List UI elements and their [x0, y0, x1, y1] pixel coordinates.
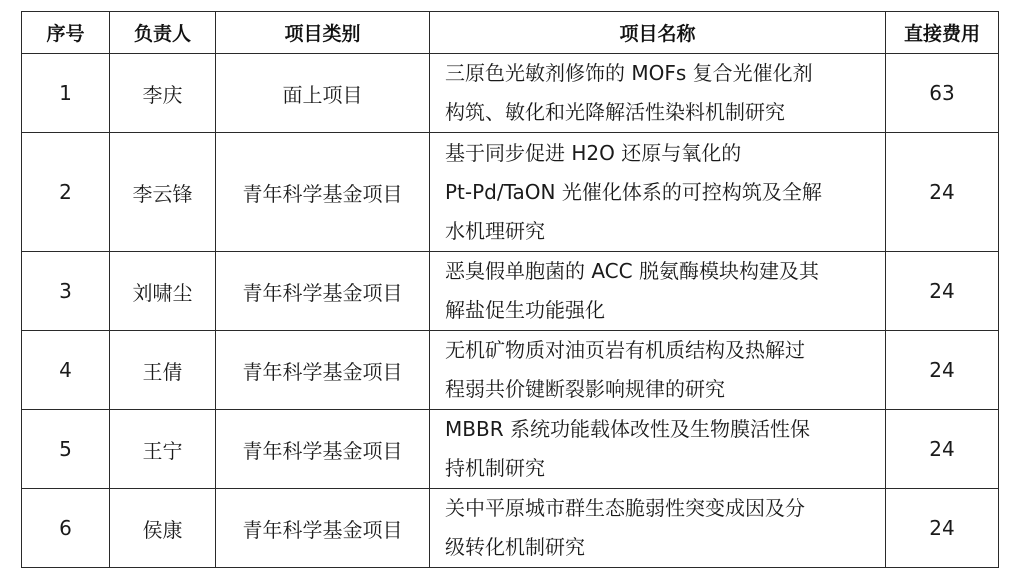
- header-direct-cost: 直接费用: [886, 12, 999, 54]
- project-name-line: 程弱共价键断裂影响规律的研究: [445, 377, 725, 401]
- cell-leader: 王倩: [110, 331, 216, 410]
- table-row: [22, 133, 999, 252]
- cell-category: 面上项目: [216, 54, 430, 133]
- cell-leader: 刘啸尘: [110, 252, 216, 331]
- cell-category: 青年科学基金项目: [216, 133, 430, 252]
- project-name-line: 解盐促生功能强化: [445, 298, 605, 322]
- table-body: [22, 54, 999, 568]
- cell-seq: 4: [22, 331, 110, 410]
- cell-project-name: [430, 489, 886, 568]
- table-row: [22, 410, 999, 489]
- cell-project-name: [430, 410, 886, 489]
- cell-seq: 6: [22, 489, 110, 568]
- project-name-line: 三原色光敏剂修饰的 MOFs 复合光催化剂: [445, 61, 813, 85]
- table-header: [22, 12, 999, 54]
- cell-cost: 24: [886, 252, 999, 331]
- project-name-line: 级转化机制研究: [445, 535, 585, 559]
- cell-seq: 3: [22, 252, 110, 331]
- project-name-line: 基于同步促进 H2O 还原与氧化的: [445, 140, 742, 165]
- project-name-line: 恶臭假单胞菌的 ACC 脱氨酶模块构建及其: [445, 259, 819, 283]
- cell-project-name: [430, 54, 886, 133]
- cell-category: 青年科学基金项目: [216, 410, 430, 489]
- project-name-line: 关中平原城市群生态脆弱性突变成因及分: [445, 496, 805, 520]
- project-table: [21, 11, 999, 568]
- table-row: [22, 331, 999, 410]
- project-name-line: 水机理研究: [445, 218, 545, 243]
- table-row: [22, 54, 999, 133]
- cell-cost: 63: [886, 54, 999, 133]
- cell-seq: 2: [22, 133, 110, 252]
- project-name-line: 持机制研究: [445, 456, 545, 480]
- header-category: 项目类别: [216, 12, 430, 54]
- header-row: [22, 12, 999, 54]
- cell-leader: 王宁: [110, 410, 216, 489]
- cell-seq: 5: [22, 410, 110, 489]
- cell-category: 青年科学基金项目: [216, 331, 430, 410]
- table-row: [22, 252, 999, 331]
- cell-category: 青年科学基金项目: [216, 489, 430, 568]
- cell-leader: 李庆: [110, 54, 216, 133]
- cell-cost: 24: [886, 410, 999, 489]
- cell-cost: 24: [886, 133, 999, 252]
- project-name-line: Pt-Pd/TaON 光催化体系的可控构筑及全解: [445, 179, 822, 204]
- cell-leader: 侯康: [110, 489, 216, 568]
- header-project-name: 项目名称: [430, 12, 886, 54]
- cell-project-name: [430, 133, 886, 252]
- project-name-line: 无机矿物质对油页岩有机质结构及热解过: [445, 338, 805, 362]
- cell-project-name: [430, 331, 886, 410]
- header-leader: 负责人: [110, 12, 216, 54]
- cell-project-name: [430, 252, 886, 331]
- cell-category: 青年科学基金项目: [216, 252, 430, 331]
- table-row: [22, 489, 999, 568]
- cell-seq: 1: [22, 54, 110, 133]
- header-seq: 序号: [22, 12, 110, 54]
- project-name-line: 构筑、敏化和光降解活性染料机制研究: [445, 100, 785, 124]
- project-name-line: MBBR 系统功能载体改性及生物膜活性保: [445, 417, 810, 441]
- cell-leader: 李云锋: [110, 133, 216, 252]
- cell-cost: 24: [886, 489, 999, 568]
- cell-cost: 24: [886, 331, 999, 410]
